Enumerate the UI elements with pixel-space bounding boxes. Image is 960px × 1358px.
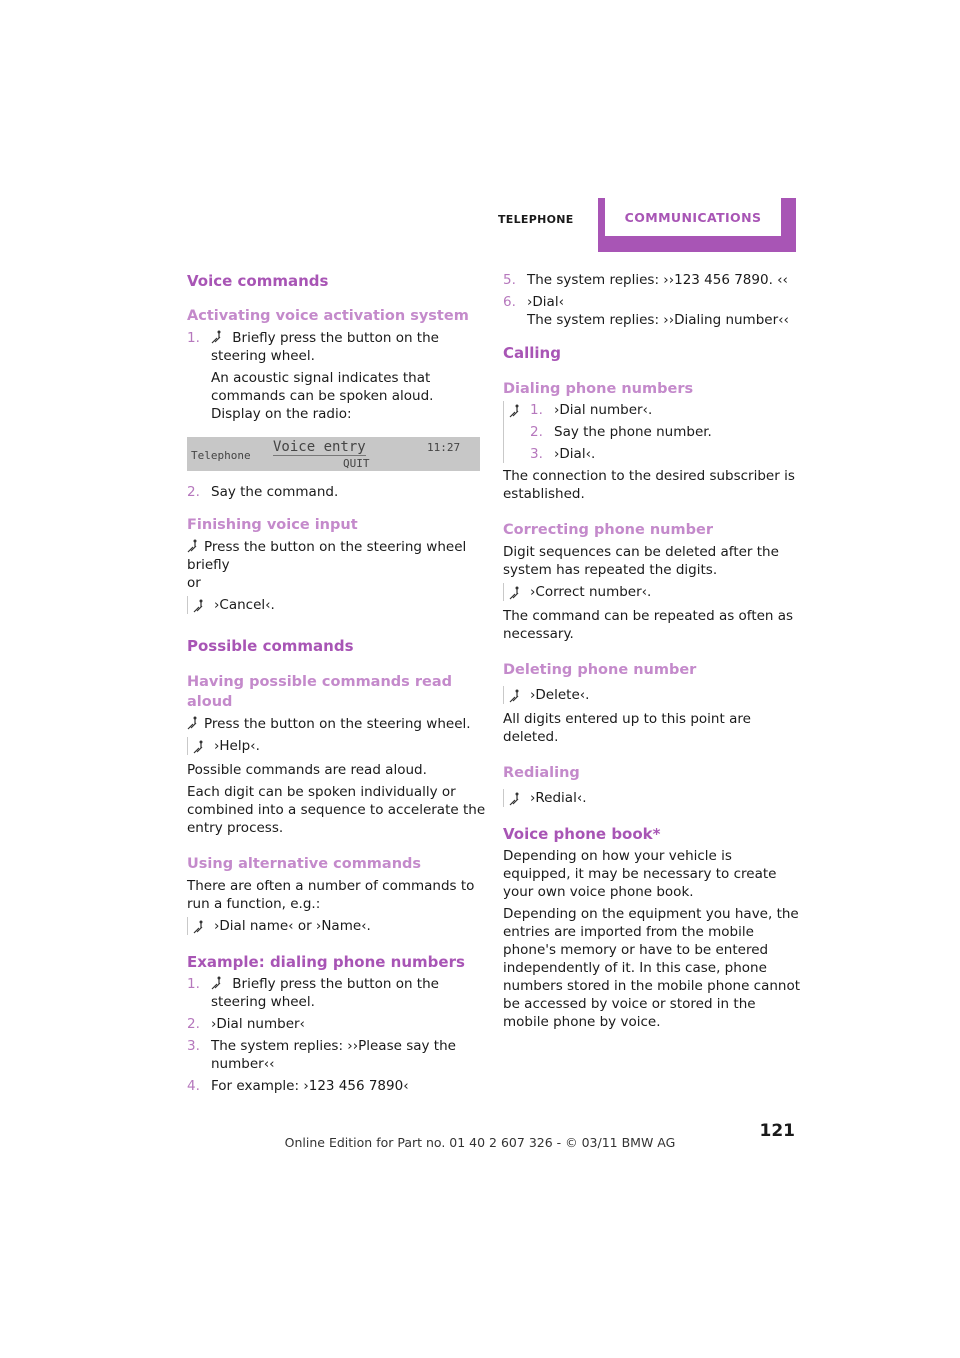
command-text: ›Correct number‹. xyxy=(530,584,652,600)
display-mode: Telephone xyxy=(191,449,251,462)
or-text: or xyxy=(187,575,201,591)
heading-example: Example: dialing phone numbers xyxy=(187,953,465,971)
list-number: 3. xyxy=(187,1038,200,1054)
microphone-icon xyxy=(193,920,206,934)
microphone-icon xyxy=(509,689,522,703)
heading-phonebook: Voice phone book* xyxy=(503,825,661,843)
list-item xyxy=(530,423,803,441)
paragraph: The connection to the desired subscriber is established. xyxy=(503,468,795,502)
list-text: ›Dial number‹. xyxy=(554,402,653,418)
list-text: ›Dial number‹ xyxy=(211,1016,305,1032)
list-item xyxy=(187,975,487,1011)
heading-deleting: Deleting phone number xyxy=(503,662,697,678)
list-text: Say the phone number. xyxy=(554,424,712,440)
microphone-icon xyxy=(509,586,522,600)
paragraph: Each digit can be spoken individually or combined into a sequence to accelerate the entry process. xyxy=(187,784,486,836)
voice-command-box xyxy=(503,686,803,704)
voice-command-box xyxy=(503,583,803,601)
paragraph xyxy=(187,538,487,574)
list-item xyxy=(530,401,803,419)
right-column xyxy=(503,271,803,1031)
page-number: 121 xyxy=(759,1121,795,1141)
voice-command-box xyxy=(503,401,803,463)
list-number: 3. xyxy=(530,446,543,462)
heading-possible-commands: Possible commands xyxy=(187,637,354,655)
command-text: ›Delete‹. xyxy=(530,687,590,703)
paragraph: Digit sequences can be deleted after the system has repeated the digits. xyxy=(503,544,779,578)
footer-text: Online Edition for Part no. 01 40 2 607 326 - © 03/11 BMW AG xyxy=(284,1135,676,1150)
list-number: 2. xyxy=(530,424,543,440)
heading-correcting: Correcting phone number xyxy=(503,522,713,538)
section-header: TELEPHONE xyxy=(498,213,574,226)
display-time: 11:27 xyxy=(427,441,461,454)
list-item xyxy=(187,483,487,501)
heading-alternative: Using alternative commands xyxy=(187,856,422,872)
microphone-icon xyxy=(187,539,200,553)
list-item xyxy=(503,271,803,289)
command-text: ›Redial‹. xyxy=(530,790,587,806)
microphone-icon xyxy=(187,716,200,730)
voice-command-box xyxy=(503,789,803,807)
microphone-icon xyxy=(509,404,522,418)
list-text: Say the command. xyxy=(211,484,339,500)
list-item xyxy=(187,1077,487,1095)
left-column xyxy=(187,271,487,1099)
list-item xyxy=(187,1037,487,1073)
microphone-icon xyxy=(193,740,206,754)
list-text: For example: ›123 456 7890‹ xyxy=(211,1078,409,1094)
list-text: Briefly press the button on the steering wheel. xyxy=(211,976,439,1010)
list-number: 1. xyxy=(530,402,543,418)
list-text: The system replies: ››Please say the number‹‹ xyxy=(211,1038,456,1072)
heading-finishing: Finishing voice input xyxy=(187,517,358,533)
paragraph: Depending on how your vehicle is equipped, it may be necessary to create your own voice phone book. xyxy=(503,848,777,900)
radio-display-image xyxy=(187,437,480,471)
list-number: 1. xyxy=(187,976,200,992)
microphone-icon xyxy=(509,792,522,806)
voice-command-box xyxy=(187,737,487,755)
list-item xyxy=(530,445,803,463)
command-text: ›Cancel‹. xyxy=(214,597,275,613)
microphone-icon xyxy=(211,976,224,990)
list-text: ›Dial‹. xyxy=(554,446,596,462)
heading-activating: Activating voice activation system xyxy=(187,308,469,324)
paragraph: The command can be repeated as often as necessary. xyxy=(503,608,794,642)
microphone-icon xyxy=(211,330,224,344)
chapter-tab xyxy=(598,198,796,252)
voice-command-box xyxy=(187,596,487,614)
list-number: 4. xyxy=(187,1078,200,1094)
voice-command-box xyxy=(187,917,487,935)
paragraph: Depending on the equipment you have, the entries are imported from the mobile phone's memory or have to be entered independently of it. In this case, phone numbers stored in the mobile phone cannot be accessed by voice or stored in the mobile phone by voice. xyxy=(503,906,801,1030)
list-number: 5. xyxy=(503,272,516,288)
command-text: ›Help‹. xyxy=(214,738,260,754)
paragraph xyxy=(187,715,487,733)
paragraph: There are often a number of commands to run a function, e.g.: xyxy=(187,878,475,912)
paragraph: Possible commands are read aloud. xyxy=(187,762,427,778)
finish-text: Press the button on the steering wheel briefly xyxy=(187,539,467,573)
heading-calling: Calling xyxy=(503,344,561,362)
list-item xyxy=(503,293,803,329)
list-text: ›Dial‹ xyxy=(527,294,564,310)
heading-voice-commands: Voice commands xyxy=(187,272,329,290)
heading-dialing: Dialing phone numbers xyxy=(503,381,694,397)
microphone-icon xyxy=(193,599,206,613)
list-number: 2. xyxy=(187,1016,200,1032)
list-number: 1. xyxy=(187,330,200,346)
list-text: Briefly press the button on the steering wheel. xyxy=(211,330,439,364)
list-text: The system replies: ››123 456 7890. ‹‹ xyxy=(527,272,788,288)
paragraph: An acoustic signal indicates that commands can be spoken aloud. Display on the radio: xyxy=(211,370,434,422)
heading-redialing: Redialing xyxy=(503,765,580,781)
display-title: Voice entry xyxy=(273,439,366,455)
paragraph: All digits entered up to this point are deleted. xyxy=(503,711,751,745)
heading-read-aloud: Having possible commands read aloud xyxy=(187,674,452,710)
command-text: ›Dial name‹ or ›Name‹. xyxy=(214,918,371,934)
list-number: 2. xyxy=(187,484,200,500)
display-quit: QUIT xyxy=(343,457,370,470)
list-number: 6. xyxy=(503,294,516,310)
read-aloud-text: Press the button on the steering wheel. xyxy=(204,716,471,732)
chapter-title: COMMUNICATIONS xyxy=(605,198,781,236)
paragraph: The system replies: ››Dialing number‹‹ xyxy=(527,312,789,328)
list-item xyxy=(187,1015,487,1033)
list-item xyxy=(187,329,487,423)
